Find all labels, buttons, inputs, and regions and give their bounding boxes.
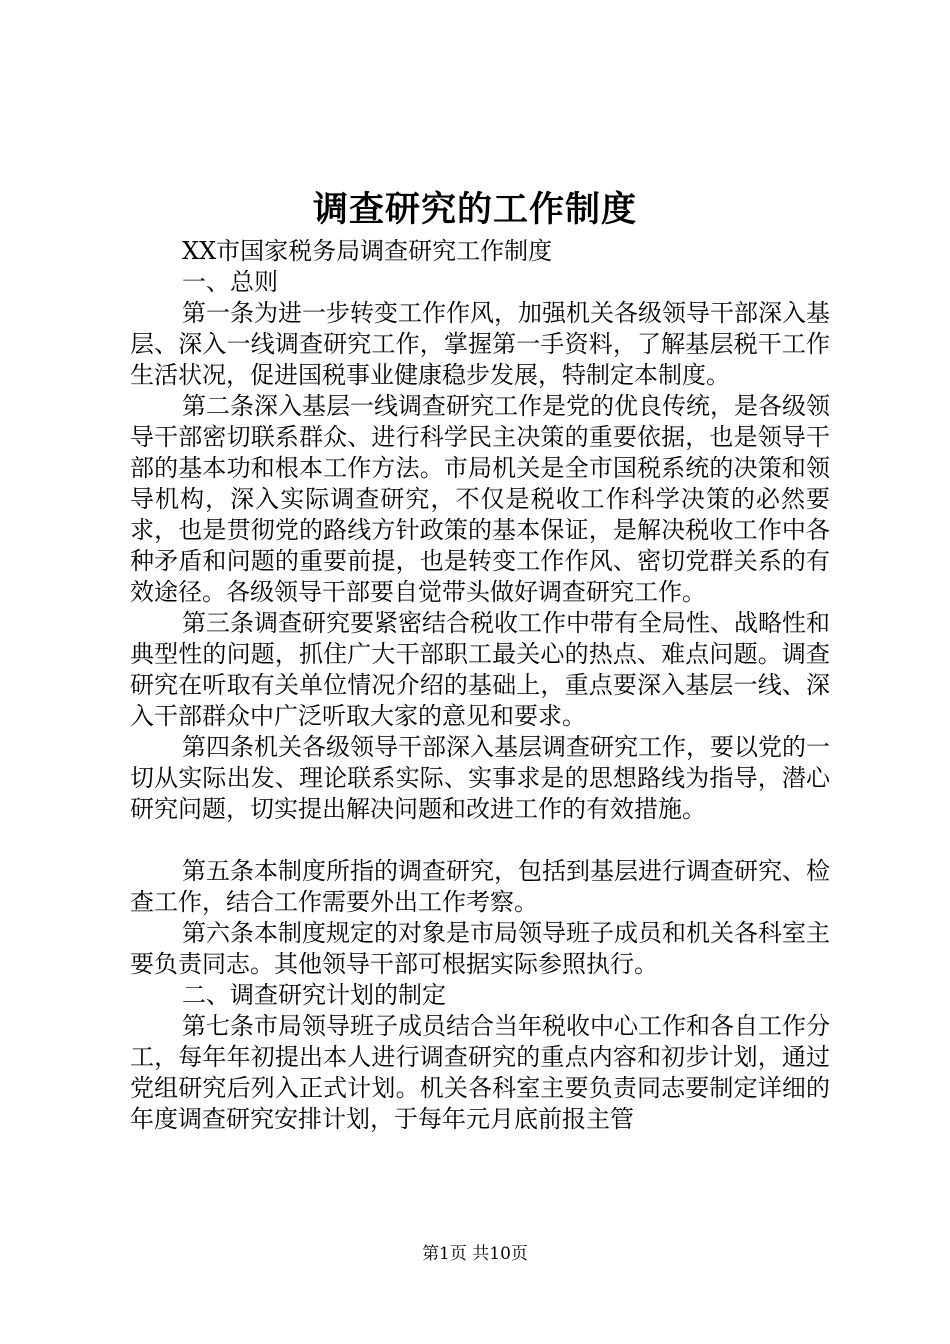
article-1-paragraph: 第一条为进一步转变工作作风，加强机关各级领导干部深入基层、深入一线调查研究工作，掌握第一手资料，了解基层税干工作生活状况，促进国税事业健康稳步发展，特制定本制度。 bbox=[130, 299, 830, 389]
article-2-paragraph: 第二条深入基层一线调查研究工作是党的优良传统，是各级领导干部密切联系群众、进行科学民主决策的重要依据，也是领导干部的基本功和根本工作方法。市局机关是全市国税系统的决策和领导机构，深入实际调查研究，不仅是税收工作科学决策的必然要求，也是贯彻党的路线方针政策的基本保证，是解决税收工作中各种矛盾和问题的重要前提，也是转变工作作风、密切党群关系的有效途径。各级领导干部要自觉带头做好调查研究工作。 bbox=[130, 392, 830, 606]
article-5-paragraph: 第五条本制度所指的调查研究，包括到基层进行调查研究、检查工作，结合工作需要外出工作考察。 bbox=[130, 857, 830, 916]
page-number-footer: 第1页 共10页 bbox=[422, 1244, 528, 1264]
subtitle-paragraph: XX市国家税务局调查研究工作制度 bbox=[182, 237, 553, 265]
article-3-paragraph: 第三条调查研究要紧密结合税收工作中带有全局性、战略性和典型性的问题，抓住广大干部职工最关心的热点、难点问题。调查研究在听取有关单位情况介绍的基础上，重点要深入基层一线、深入干部群众中广泛听取大家的意见和要求。 bbox=[130, 609, 830, 730]
section-heading-plan: 二、调查研究计划的制定 bbox=[182, 981, 446, 1009]
document-title: 调查研究的工作制度 bbox=[312, 189, 637, 230]
document-body bbox=[130, 236, 830, 1135]
section-heading-general: 一、总则 bbox=[182, 268, 278, 296]
article-7-paragraph: 第七条市局领导班子成员结合当年税收中心工作和各自工作分工，每年年初提出本人进行调查研究的重点内容和初步计划，通过党组研究后列入正式计划。机关各科室主要负责同志要制定详细的年度调查研究安排计划，于每年元月底前报主管 bbox=[130, 1012, 830, 1133]
article-4-paragraph: 第四条机关各级领导干部深入基层调查研究工作，要以党的一切从实际出发、理论联系实际、实事求是的思想路线为指导，潜心研究问题，切实提出解决问题和改进工作的有效措施。 bbox=[130, 733, 830, 823]
article-6-paragraph: 第六条本制度规定的对象是市局领导班子成员和机关各科室主要负责同志。其他领导干部可根据实际参照执行。 bbox=[130, 919, 830, 978]
